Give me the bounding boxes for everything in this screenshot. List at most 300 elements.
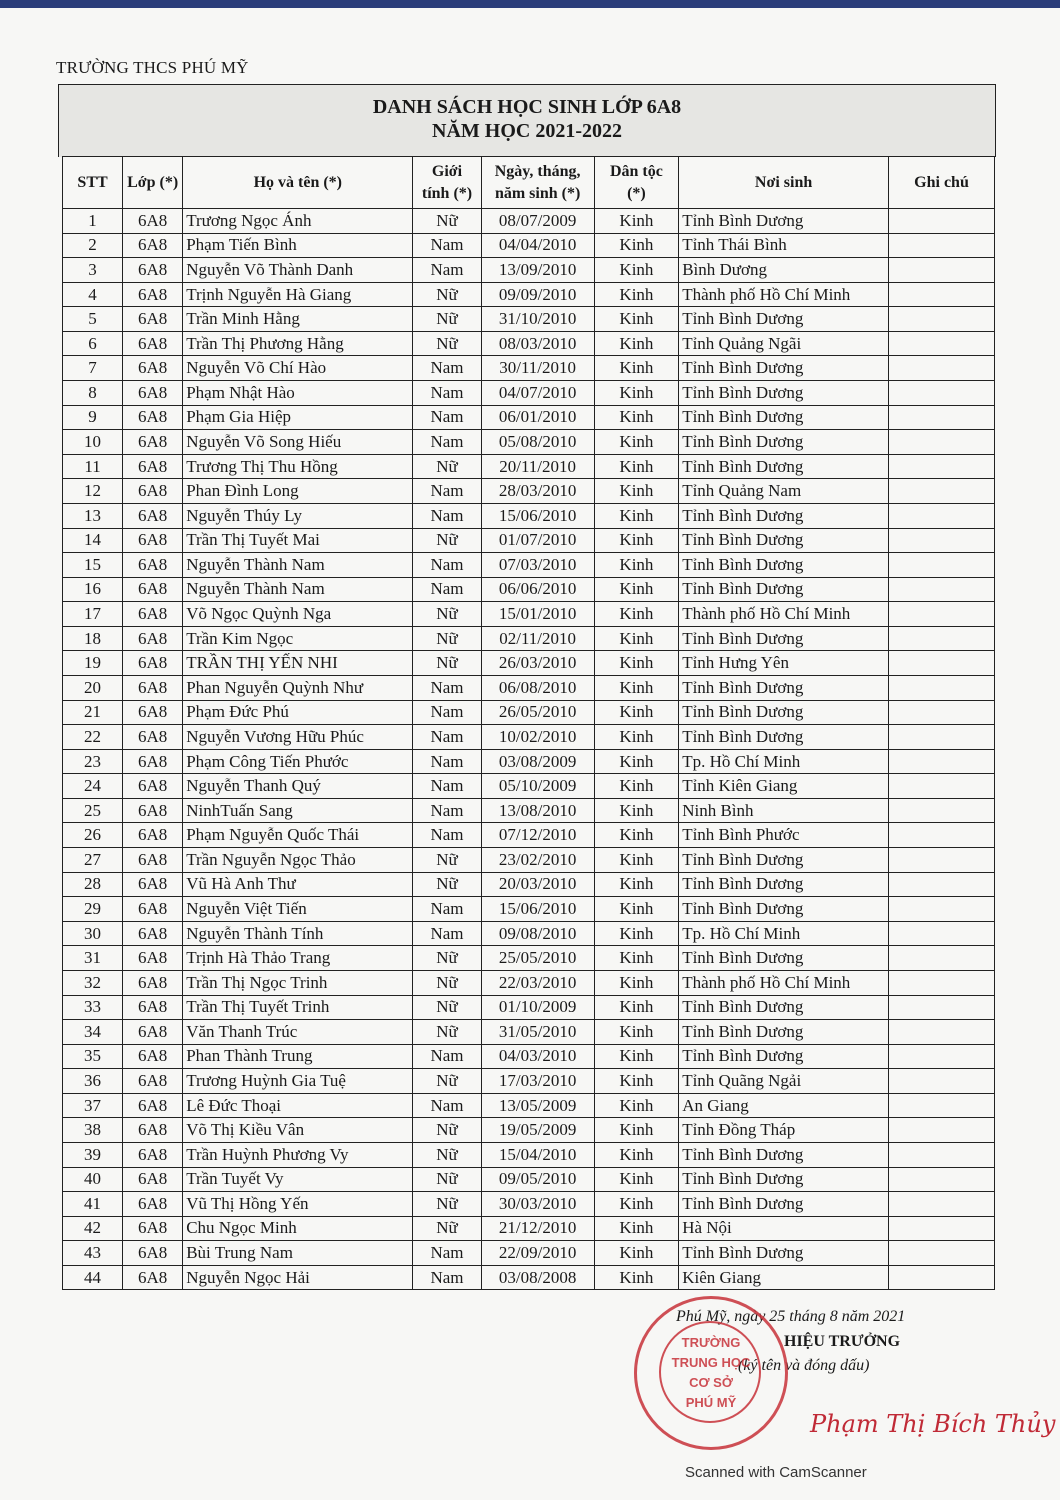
cell-class: 6A8 [123, 430, 183, 455]
cell-stt: 5 [63, 307, 123, 332]
cell-full-name: Trịnh Nguyễn Hà Giang [183, 282, 413, 307]
cell-birthplace: Tỉnh Bình Dương [679, 872, 889, 897]
cell-stt: 1 [63, 209, 123, 234]
cell-birth-date: 26/03/2010 [481, 651, 594, 676]
cell-class: 6A8 [123, 970, 183, 995]
cell-gender: Nữ [413, 1167, 481, 1192]
table-row [63, 1216, 995, 1241]
cell-ethnicity: Kinh [594, 921, 679, 946]
cell-birth-date: 30/03/2010 [481, 1192, 594, 1217]
cell-stt: 19 [63, 651, 123, 676]
cell-class: 6A8 [123, 1118, 183, 1143]
table-row [63, 381, 995, 406]
cell-gender: Nam [413, 774, 481, 799]
cell-full-name: Vũ Thị Hồng Yến [183, 1192, 413, 1217]
cell-birthplace: Tỉnh Bình Dương [679, 454, 889, 479]
cell-stt: 25 [63, 798, 123, 823]
cell-birthplace: Tỉnh Bình Dương [679, 1167, 889, 1192]
table-row [63, 725, 995, 750]
header-gender-line2: tính (*) [421, 184, 473, 202]
cell-birth-date: 19/05/2009 [481, 1118, 594, 1143]
cell-ethnicity: Kinh [594, 553, 679, 578]
cell-birth-date: 31/05/2010 [481, 1020, 594, 1045]
cell-stt: 9 [63, 405, 123, 430]
cell-stt: 40 [63, 1167, 123, 1192]
table-row [63, 282, 995, 307]
cell-birthplace: Tỉnh Bình Dương [679, 995, 889, 1020]
cell-full-name: Nguyễn Thành Nam [183, 577, 413, 602]
cell-birthplace: Thành phố Hồ Chí Minh [679, 282, 889, 307]
table-row [63, 798, 995, 823]
cell-class: 6A8 [123, 1192, 183, 1217]
cell-stt: 41 [63, 1192, 123, 1217]
cell-note [889, 381, 995, 406]
cell-birth-date: 07/12/2010 [481, 823, 594, 848]
table-row [63, 749, 995, 774]
table-row [63, 700, 995, 725]
cell-stt: 16 [63, 577, 123, 602]
table-row [63, 1020, 995, 1045]
cell-stt: 20 [63, 675, 123, 700]
table-row [63, 897, 995, 922]
cell-ethnicity: Kinh [594, 1241, 679, 1266]
cell-birth-date: 22/03/2010 [481, 970, 594, 995]
cell-gender: Nam [413, 233, 481, 258]
header-full-name: Họ và tên (*) [183, 157, 413, 209]
cell-note [889, 1069, 995, 1094]
cell-note [889, 528, 995, 553]
table-row [63, 503, 995, 528]
cell-birth-date: 05/08/2010 [481, 430, 594, 455]
cell-ethnicity: Kinh [594, 626, 679, 651]
cell-stt: 38 [63, 1118, 123, 1143]
header-birth-date [481, 157, 594, 209]
cell-birth-date: 20/11/2010 [481, 454, 594, 479]
cell-note [889, 897, 995, 922]
table-row [63, 528, 995, 553]
cell-stt: 18 [63, 626, 123, 651]
cell-birthplace: Tỉnh Bình Dương [679, 725, 889, 750]
table-row [63, 1142, 995, 1167]
cell-class: 6A8 [123, 1044, 183, 1069]
cell-birth-date: 31/10/2010 [481, 307, 594, 332]
cell-gender: Nữ [413, 848, 481, 873]
cell-gender: Nam [413, 356, 481, 381]
cell-gender: Nữ [413, 209, 481, 234]
cell-ethnicity: Kinh [594, 602, 679, 627]
table-header-row [63, 157, 995, 209]
header-note: Ghi chú [889, 157, 995, 209]
cell-gender: Nam [413, 897, 481, 922]
table-row [63, 553, 995, 578]
cell-stt: 26 [63, 823, 123, 848]
cell-note [889, 872, 995, 897]
cell-full-name: Phạm Tiến Bình [183, 233, 413, 258]
cell-stt: 15 [63, 553, 123, 578]
table-row [63, 1192, 995, 1217]
cell-class: 6A8 [123, 700, 183, 725]
cell-birthplace: Tỉnh Bình Dương [679, 209, 889, 234]
cell-birthplace: Tỉnh Bình Dương [679, 626, 889, 651]
cell-stt: 8 [63, 381, 123, 406]
cell-full-name: Nguyễn Ngọc Hải [183, 1265, 413, 1290]
cell-note [889, 1192, 995, 1217]
cell-note [889, 725, 995, 750]
cell-birthplace: Tỉnh Bình Dương [679, 356, 889, 381]
cell-ethnicity: Kinh [594, 823, 679, 848]
cell-gender: Nữ [413, 331, 481, 356]
cell-birthplace: Hà Nội [679, 1216, 889, 1241]
table-row [63, 356, 995, 381]
cell-birth-date: 08/03/2010 [481, 331, 594, 356]
cell-class: 6A8 [123, 921, 183, 946]
cell-birth-date: 01/07/2010 [481, 528, 594, 553]
cell-birth-date: 04/07/2010 [481, 381, 594, 406]
cell-gender: Nam [413, 381, 481, 406]
cell-birth-date: 25/05/2010 [481, 946, 594, 971]
cell-note [889, 405, 995, 430]
table-row [63, 626, 995, 651]
cell-stt: 27 [63, 848, 123, 873]
cell-ethnicity: Kinh [594, 1044, 679, 1069]
cell-birth-date: 13/09/2010 [481, 258, 594, 283]
cell-class: 6A8 [123, 553, 183, 578]
cell-ethnicity: Kinh [594, 700, 679, 725]
cell-class: 6A8 [123, 258, 183, 283]
cell-gender: Nữ [413, 946, 481, 971]
table-row [63, 233, 995, 258]
cell-class: 6A8 [123, 626, 183, 651]
seal-line-2: TRUNG HỌC [671, 1355, 751, 1370]
cell-class: 6A8 [123, 1142, 183, 1167]
cell-birth-date: 09/05/2010 [481, 1167, 594, 1192]
cell-class: 6A8 [123, 1069, 183, 1094]
cell-ethnicity: Kinh [594, 233, 679, 258]
cell-full-name: Trần Tuyết Vy [183, 1167, 413, 1192]
cell-class: 6A8 [123, 1216, 183, 1241]
cell-gender: Nam [413, 258, 481, 283]
cell-birthplace: Tỉnh Bình Dương [679, 1142, 889, 1167]
scanner-watermark: Scanned with CamScanner [685, 1464, 867, 1481]
signature-instruction: (ký tên và đóng dấu) [738, 1357, 870, 1374]
header-ethnicity-line2: (*) [627, 184, 646, 202]
cell-ethnicity: Kinh [594, 282, 679, 307]
cell-birth-date: 21/12/2010 [481, 1216, 594, 1241]
cell-birth-date: 28/03/2010 [481, 479, 594, 504]
cell-ethnicity: Kinh [594, 356, 679, 381]
table-row [63, 405, 995, 430]
cell-full-name: Phan Thành Trung [183, 1044, 413, 1069]
cell-note [889, 209, 995, 234]
cell-gender: Nam [413, 503, 481, 528]
table-row [63, 651, 995, 676]
cell-stt: 13 [63, 503, 123, 528]
cell-full-name: Trần Nguyễn Ngọc Thảo [183, 848, 413, 873]
cell-full-name: Trần Minh Hằng [183, 307, 413, 332]
cell-birthplace: Tp. Hồ Chí Minh [679, 749, 889, 774]
cell-birthplace: An Giang [679, 1093, 889, 1118]
header-gender-line1: Giới [431, 162, 463, 180]
table-row [63, 1265, 995, 1290]
cell-note [889, 1093, 995, 1118]
cell-birthplace: Tỉnh Bình Dương [679, 503, 889, 528]
cell-full-name: Phan Đình Long [183, 479, 413, 504]
cell-full-name: Phạm Đức Phú [183, 700, 413, 725]
cell-birth-date: 06/06/2010 [481, 577, 594, 602]
table-row [63, 970, 995, 995]
cell-birthplace: Tỉnh Bình Dương [679, 381, 889, 406]
cell-note [889, 749, 995, 774]
table-row [63, 577, 995, 602]
cell-full-name: Trần Thị Ngọc Trinh [183, 970, 413, 995]
cell-ethnicity: Kinh [594, 1142, 679, 1167]
cell-full-name: Trương Ngọc Ánh [183, 209, 413, 234]
signature-role: HIỆU TRƯỞNG [784, 1333, 901, 1350]
table-row [63, 258, 995, 283]
cell-gender: Nam [413, 430, 481, 455]
cell-note [889, 1241, 995, 1266]
cell-full-name: Võ Ngọc Quỳnh Nga [183, 602, 413, 627]
cell-birthplace: Tỉnh Bình Dương [679, 1044, 889, 1069]
cell-class: 6A8 [123, 405, 183, 430]
cell-class: 6A8 [123, 577, 183, 602]
cell-stt: 2 [63, 233, 123, 258]
cell-gender: Nữ [413, 970, 481, 995]
cell-note [889, 602, 995, 627]
cell-note [889, 233, 995, 258]
cell-stt: 23 [63, 749, 123, 774]
cell-stt: 29 [63, 897, 123, 922]
cell-stt: 36 [63, 1069, 123, 1094]
cell-class: 6A8 [123, 946, 183, 971]
cell-ethnicity: Kinh [594, 1069, 679, 1094]
cell-stt: 17 [63, 602, 123, 627]
cell-full-name: Trịnh Hà Thảo Trang [183, 946, 413, 971]
cell-note [889, 503, 995, 528]
cell-note [889, 479, 995, 504]
table-row [63, 209, 995, 234]
cell-birthplace: Bình Dương [679, 258, 889, 283]
cell-gender: Nam [413, 675, 481, 700]
cell-birth-date: 06/01/2010 [481, 405, 594, 430]
cell-stt: 12 [63, 479, 123, 504]
cell-birth-date: 06/08/2010 [481, 675, 594, 700]
cell-ethnicity: Kinh [594, 1093, 679, 1118]
cell-birthplace: Tỉnh Bình Dương [679, 405, 889, 430]
table-row [63, 1069, 995, 1094]
cell-stt: 22 [63, 725, 123, 750]
cell-birthplace: Tỉnh Bình Dương [679, 1020, 889, 1045]
cell-class: 6A8 [123, 503, 183, 528]
cell-class: 6A8 [123, 381, 183, 406]
cell-class: 6A8 [123, 454, 183, 479]
cell-birth-date: 08/07/2009 [481, 209, 594, 234]
cell-birthplace: Tỉnh Bình Dương [679, 675, 889, 700]
cell-ethnicity: Kinh [594, 258, 679, 283]
cell-note [889, 1216, 995, 1241]
table-row [63, 872, 995, 897]
cell-note [889, 700, 995, 725]
cell-ethnicity: Kinh [594, 405, 679, 430]
table-row [63, 823, 995, 848]
cell-birth-date: 03/08/2008 [481, 1265, 594, 1290]
cell-birthplace: Tỉnh Quảng Ngãi [679, 331, 889, 356]
cell-full-name: Nguyễn Thành Nam [183, 553, 413, 578]
cell-ethnicity: Kinh [594, 454, 679, 479]
cell-note [889, 553, 995, 578]
cell-ethnicity: Kinh [594, 479, 679, 504]
header-stt: STT [63, 157, 123, 209]
header-ethnicity [594, 157, 679, 209]
cell-ethnicity: Kinh [594, 307, 679, 332]
cell-class: 6A8 [123, 1093, 183, 1118]
cell-birthplace: Tỉnh Bình Dương [679, 946, 889, 971]
cell-gender: Nữ [413, 995, 481, 1020]
cell-class: 6A8 [123, 479, 183, 504]
cell-birthplace: Tp. Hồ Chí Minh [679, 921, 889, 946]
cell-birth-date: 03/08/2009 [481, 749, 594, 774]
cell-birth-date: 04/03/2010 [481, 1044, 594, 1069]
table-row [63, 1167, 995, 1192]
cell-birthplace: Tỉnh Bình Dương [679, 430, 889, 455]
cell-note [889, 282, 995, 307]
cell-stt: 33 [63, 995, 123, 1020]
cell-gender: Nữ [413, 1020, 481, 1045]
header-ethnicity-line1: Dân tộc [609, 162, 663, 180]
cell-stt: 21 [63, 700, 123, 725]
cell-ethnicity: Kinh [594, 848, 679, 873]
table-row [63, 1044, 995, 1069]
cell-gender: Nam [413, 577, 481, 602]
cell-note [889, 995, 995, 1020]
cell-birthplace: Tỉnh Bình Dương [679, 553, 889, 578]
school-seal [634, 1296, 788, 1450]
cell-gender: Nữ [413, 1069, 481, 1094]
cell-full-name: Văn Thanh Trúc [183, 1020, 413, 1045]
table-row [63, 331, 995, 356]
cell-full-name: NinhTuấn Sang [183, 798, 413, 823]
cell-birthplace: Tỉnh Bình Dương [679, 700, 889, 725]
document-title: DANH SÁCH HỌC SINH LỚP 6A8 [372, 96, 682, 118]
cell-ethnicity: Kinh [594, 1216, 679, 1241]
cell-class: 6A8 [123, 749, 183, 774]
cell-class: 6A8 [123, 651, 183, 676]
cell-full-name: Nguyễn Võ Chí Hào [183, 356, 413, 381]
cell-gender: Nữ [413, 1192, 481, 1217]
cell-class: 6A8 [123, 1020, 183, 1045]
table-row [63, 1093, 995, 1118]
cell-class: 6A8 [123, 356, 183, 381]
table-row [63, 921, 995, 946]
cell-birthplace: Tỉnh Bình Dương [679, 897, 889, 922]
cell-note [889, 1142, 995, 1167]
cell-gender: Nữ [413, 454, 481, 479]
cell-class: 6A8 [123, 233, 183, 258]
cell-note [889, 577, 995, 602]
cell-full-name: Phạm Công Tiến Phước [183, 749, 413, 774]
cell-full-name: Nguyễn Việt Tiến [183, 897, 413, 922]
cell-birthplace: Tỉnh Bình Phước [679, 823, 889, 848]
cell-ethnicity: Kinh [594, 798, 679, 823]
cell-birth-date: 07/03/2010 [481, 553, 594, 578]
cell-full-name: Nguyễn Thành Tính [183, 921, 413, 946]
cell-stt: 37 [63, 1093, 123, 1118]
cell-gender: Nam [413, 725, 481, 750]
cell-note [889, 1167, 995, 1192]
cell-gender: Nam [413, 798, 481, 823]
cell-note [889, 1265, 995, 1290]
signature-place-date: Phú Mỹ, ngày 25 tháng 8 năm 2021 [676, 1308, 906, 1325]
cell-stt: 7 [63, 356, 123, 381]
cell-full-name: Trần Thị Tuyết Mai [183, 528, 413, 553]
cell-full-name: Vũ Hà Anh Thư [183, 872, 413, 897]
cell-birth-date: 15/01/2010 [481, 602, 594, 627]
cell-birthplace: Kiên Giang [679, 1265, 889, 1290]
cell-ethnicity: Kinh [594, 1118, 679, 1143]
cell-stt: 31 [63, 946, 123, 971]
cell-birth-date: 10/02/2010 [481, 725, 594, 750]
cell-birth-date: 15/06/2010 [481, 897, 594, 922]
cell-birth-date: 15/04/2010 [481, 1142, 594, 1167]
cell-full-name: Trần Kim Ngọc [183, 626, 413, 651]
cell-gender: Nam [413, 921, 481, 946]
cell-full-name: Trần Thị Tuyết Trinh [183, 995, 413, 1020]
cell-full-name: Phạm Nhật Hào [183, 381, 413, 406]
table-row [63, 430, 995, 455]
principal-signature: Phạm Thị Bích Thủy [810, 1410, 1056, 1438]
cell-stt: 3 [63, 258, 123, 283]
cell-birth-date: 23/02/2010 [481, 848, 594, 873]
cell-gender: Nữ [413, 651, 481, 676]
cell-birth-date: 09/08/2010 [481, 921, 594, 946]
cell-gender: Nam [413, 1241, 481, 1266]
cell-birthplace: Tỉnh Quảng Nam [679, 479, 889, 504]
cell-class: 6A8 [123, 1241, 183, 1266]
cell-gender: Nữ [413, 1216, 481, 1241]
cell-gender: Nữ [413, 1118, 481, 1143]
seal-line-3: CƠ SỞ [689, 1375, 733, 1390]
cell-class: 6A8 [123, 307, 183, 332]
cell-stt: 6 [63, 331, 123, 356]
cell-birth-date: 13/08/2010 [481, 798, 594, 823]
cell-class: 6A8 [123, 798, 183, 823]
seal-line-4: PHÚ MỸ [685, 1395, 737, 1410]
cell-birthplace: Tỉnh Quãng Ngải [679, 1069, 889, 1094]
cell-birthplace: Ninh Bình [679, 798, 889, 823]
cell-class: 6A8 [123, 897, 183, 922]
cell-note [889, 258, 995, 283]
cell-gender: Nữ [413, 602, 481, 627]
cell-birth-date: 13/05/2009 [481, 1093, 594, 1118]
cell-ethnicity: Kinh [594, 1192, 679, 1217]
cell-birth-date: 02/11/2010 [481, 626, 594, 651]
cell-birthplace: Tỉnh Bình Dương [679, 1192, 889, 1217]
cell-full-name: Nguyễn Vương Hữu Phúc [183, 725, 413, 750]
cell-note [889, 626, 995, 651]
cell-gender: Nam [413, 700, 481, 725]
cell-class: 6A8 [123, 848, 183, 873]
cell-note [889, 331, 995, 356]
cell-ethnicity: Kinh [594, 675, 679, 700]
cell-ethnicity: Kinh [594, 995, 679, 1020]
header-class: Lớp (*) [123, 157, 183, 209]
cell-full-name: Bùi Trung Nam [183, 1241, 413, 1266]
cell-note [889, 651, 995, 676]
header-birth-date-line1: Ngày, tháng, [494, 162, 581, 180]
cell-birth-date: 04/04/2010 [481, 233, 594, 258]
cell-birth-date: 17/03/2010 [481, 1069, 594, 1094]
cell-birthplace: Tỉnh Bình Dương [679, 528, 889, 553]
